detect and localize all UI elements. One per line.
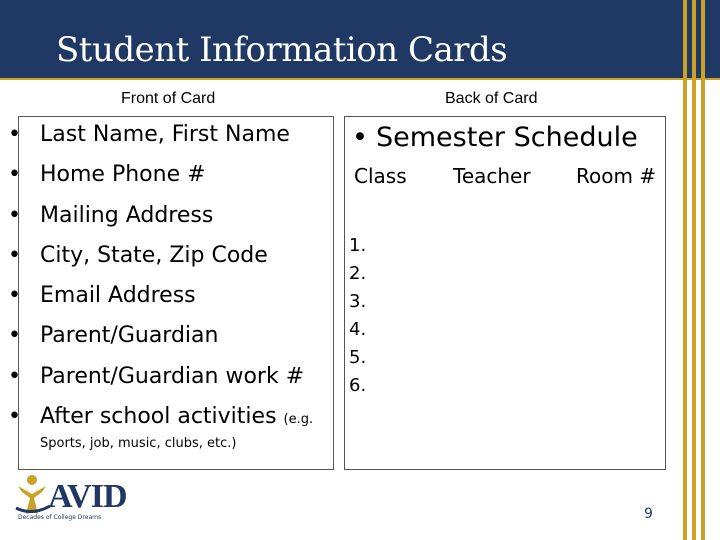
schedule-row-number: 1. <box>349 235 367 256</box>
bullet: • <box>352 122 368 153</box>
bullet: • <box>8 283 21 309</box>
bullet: • <box>8 323 21 349</box>
schedule-row-number: 5. <box>349 347 367 368</box>
activities-note: (e.g. <box>283 412 314 428</box>
activities-label: After school activities <box>40 404 277 430</box>
logo-wordmark: AVID <box>48 478 127 515</box>
accent-stripe <box>701 0 705 540</box>
bullet: • <box>8 202 21 228</box>
column-header-class: Class <box>354 164 407 188</box>
title-underline <box>0 78 720 80</box>
schedule-row-number: 6. <box>349 375 367 396</box>
slide-title: Student Information Cards <box>56 30 508 70</box>
schedule-row-number: 3. <box>349 291 367 312</box>
schedule-row-number: 2. <box>349 263 367 284</box>
front-card-heading: Front of Card <box>121 90 216 107</box>
logo-tagline: Decades of College Dreams <box>18 514 102 521</box>
bullet: • <box>8 363 21 389</box>
schedule-rows <box>349 232 366 400</box>
page-number: 9 <box>644 506 653 522</box>
bullet: • <box>8 404 21 430</box>
semester-schedule-heading: • Semester Schedule <box>352 122 638 153</box>
bullet: • <box>8 162 21 188</box>
column-header-teacher: Teacher <box>453 164 531 188</box>
back-card-heading: Back of Card <box>445 90 538 107</box>
accent-stripe <box>692 0 696 540</box>
accent-stripe <box>683 0 687 540</box>
column-header-room: Room # <box>576 164 657 188</box>
activities-note-continuation: Sports, job, music, clubs, etc.) <box>40 436 237 451</box>
bullet: • <box>8 122 21 147</box>
schedule-row-number: 4. <box>349 319 367 340</box>
bullet: • <box>8 242 21 268</box>
